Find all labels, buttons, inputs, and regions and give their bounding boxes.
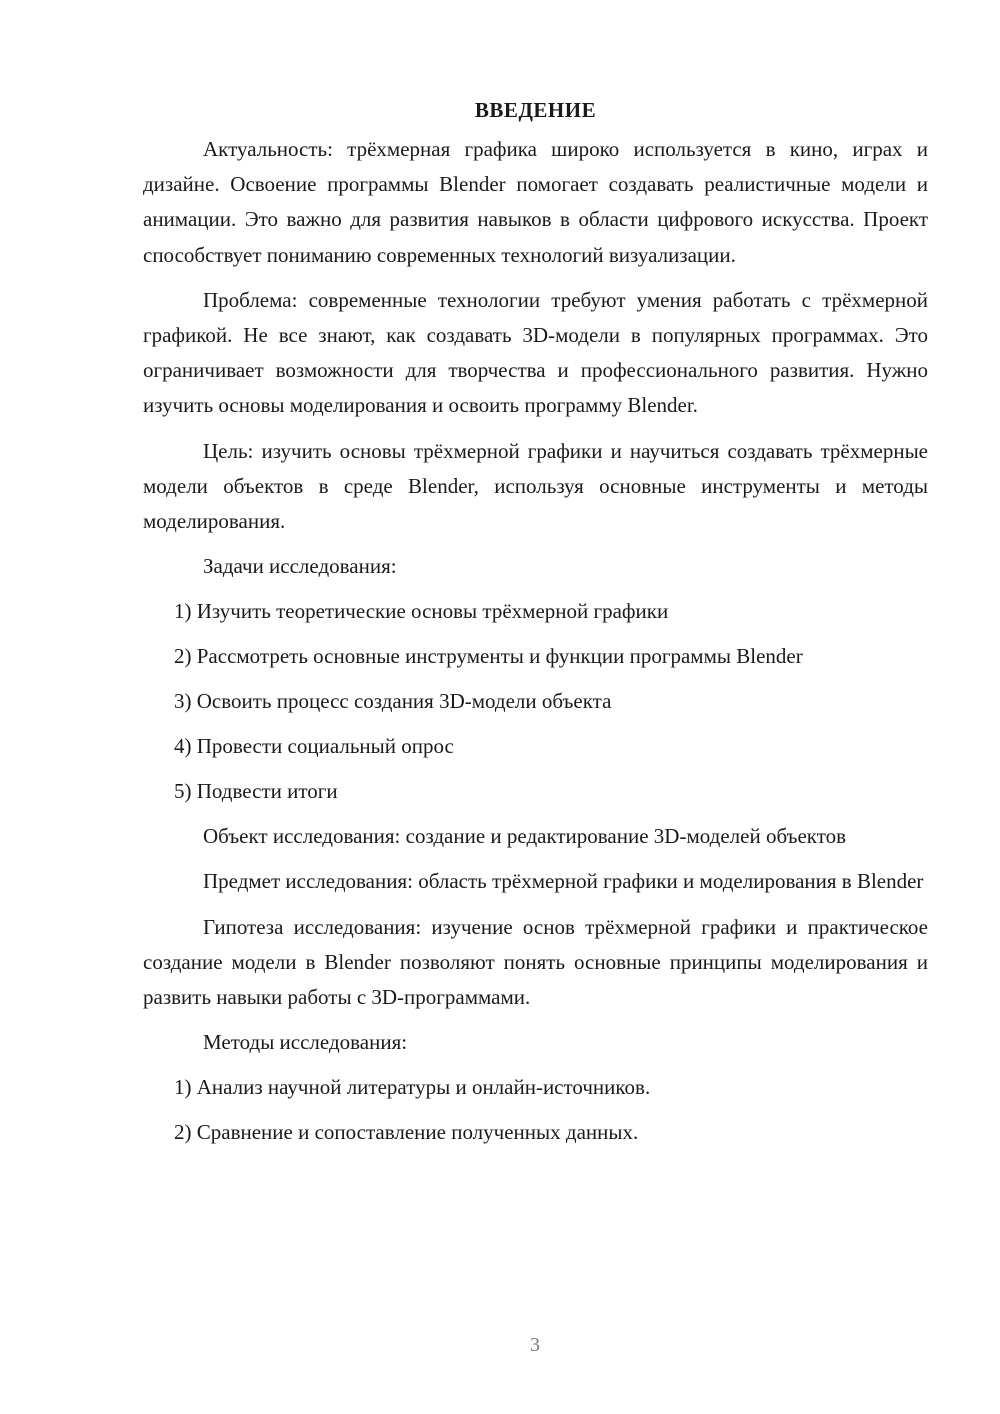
tasks-list	[143, 594, 928, 809]
goal-paragraph: Цель: изучить основы трёхмерной графики и научиться создавать трёхмерные модели объектов в среде Blender, используя основные инструменты и методы моделирования.	[143, 438, 928, 534]
list-item: 4) Провести социальный опрос	[174, 734, 454, 759]
list-item: 1) Изучить теоретические основы трёхмерной графики	[174, 599, 669, 624]
page-number: 3	[530, 1334, 540, 1356]
list-item: 1) Анализ научной литературы и онлайн-источников.	[174, 1075, 651, 1100]
list-item: 2) Рассмотреть основные инструменты и функции программы Blender	[174, 644, 803, 669]
methods-list	[143, 1070, 928, 1150]
problem-paragraph: Проблема: современные технологии требуют умения работать с трёхмерной графикой. Не все знают, как создавать 3D-модели в популярных программах. Это ограничивает возможности для творчества и профессионального развития. Нужно изучить основы моделирования и освоить программу Blender.	[143, 287, 928, 418]
tasks-heading: Задачи исследования:	[203, 554, 397, 579]
relevance-paragraph: Актуальность: трёхмерная графика широко используется в кино, играх и дизайне. Освоение программы Blender помогает создавать реалистичные модели и анимации. Это важно для развития навыков в области цифрового искусства. Проект способствует пониманию современных технологий визуализации.	[143, 137, 928, 267]
list-item: 5) Подвести итоги	[174, 779, 338, 804]
subject-paragraph: Предмет исследования: область трёхмерной графики и моделирования в Blender	[203, 869, 924, 894]
page-title: ВВЕДЕНИЕ	[474, 98, 597, 122]
document-page	[143, 92, 928, 1160]
object-paragraph: Объект исследования: создание и редактирование 3D-моделей объектов	[203, 824, 847, 849]
list-item: 3) Освоить процесс создания 3D-модели объекта	[174, 689, 612, 714]
methods-heading: Методы исследования:	[203, 1030, 408, 1055]
list-item: 2) Сравнение и сопоставление полученных данных.	[174, 1120, 639, 1145]
hypothesis-paragraph: Гипотеза исследования: изучение основ трёхмерной графики и практическое создание модели в Blender позволяют понять основные принципы моделирования и развить навыки работы с 3D-программами.	[143, 914, 928, 1010]
